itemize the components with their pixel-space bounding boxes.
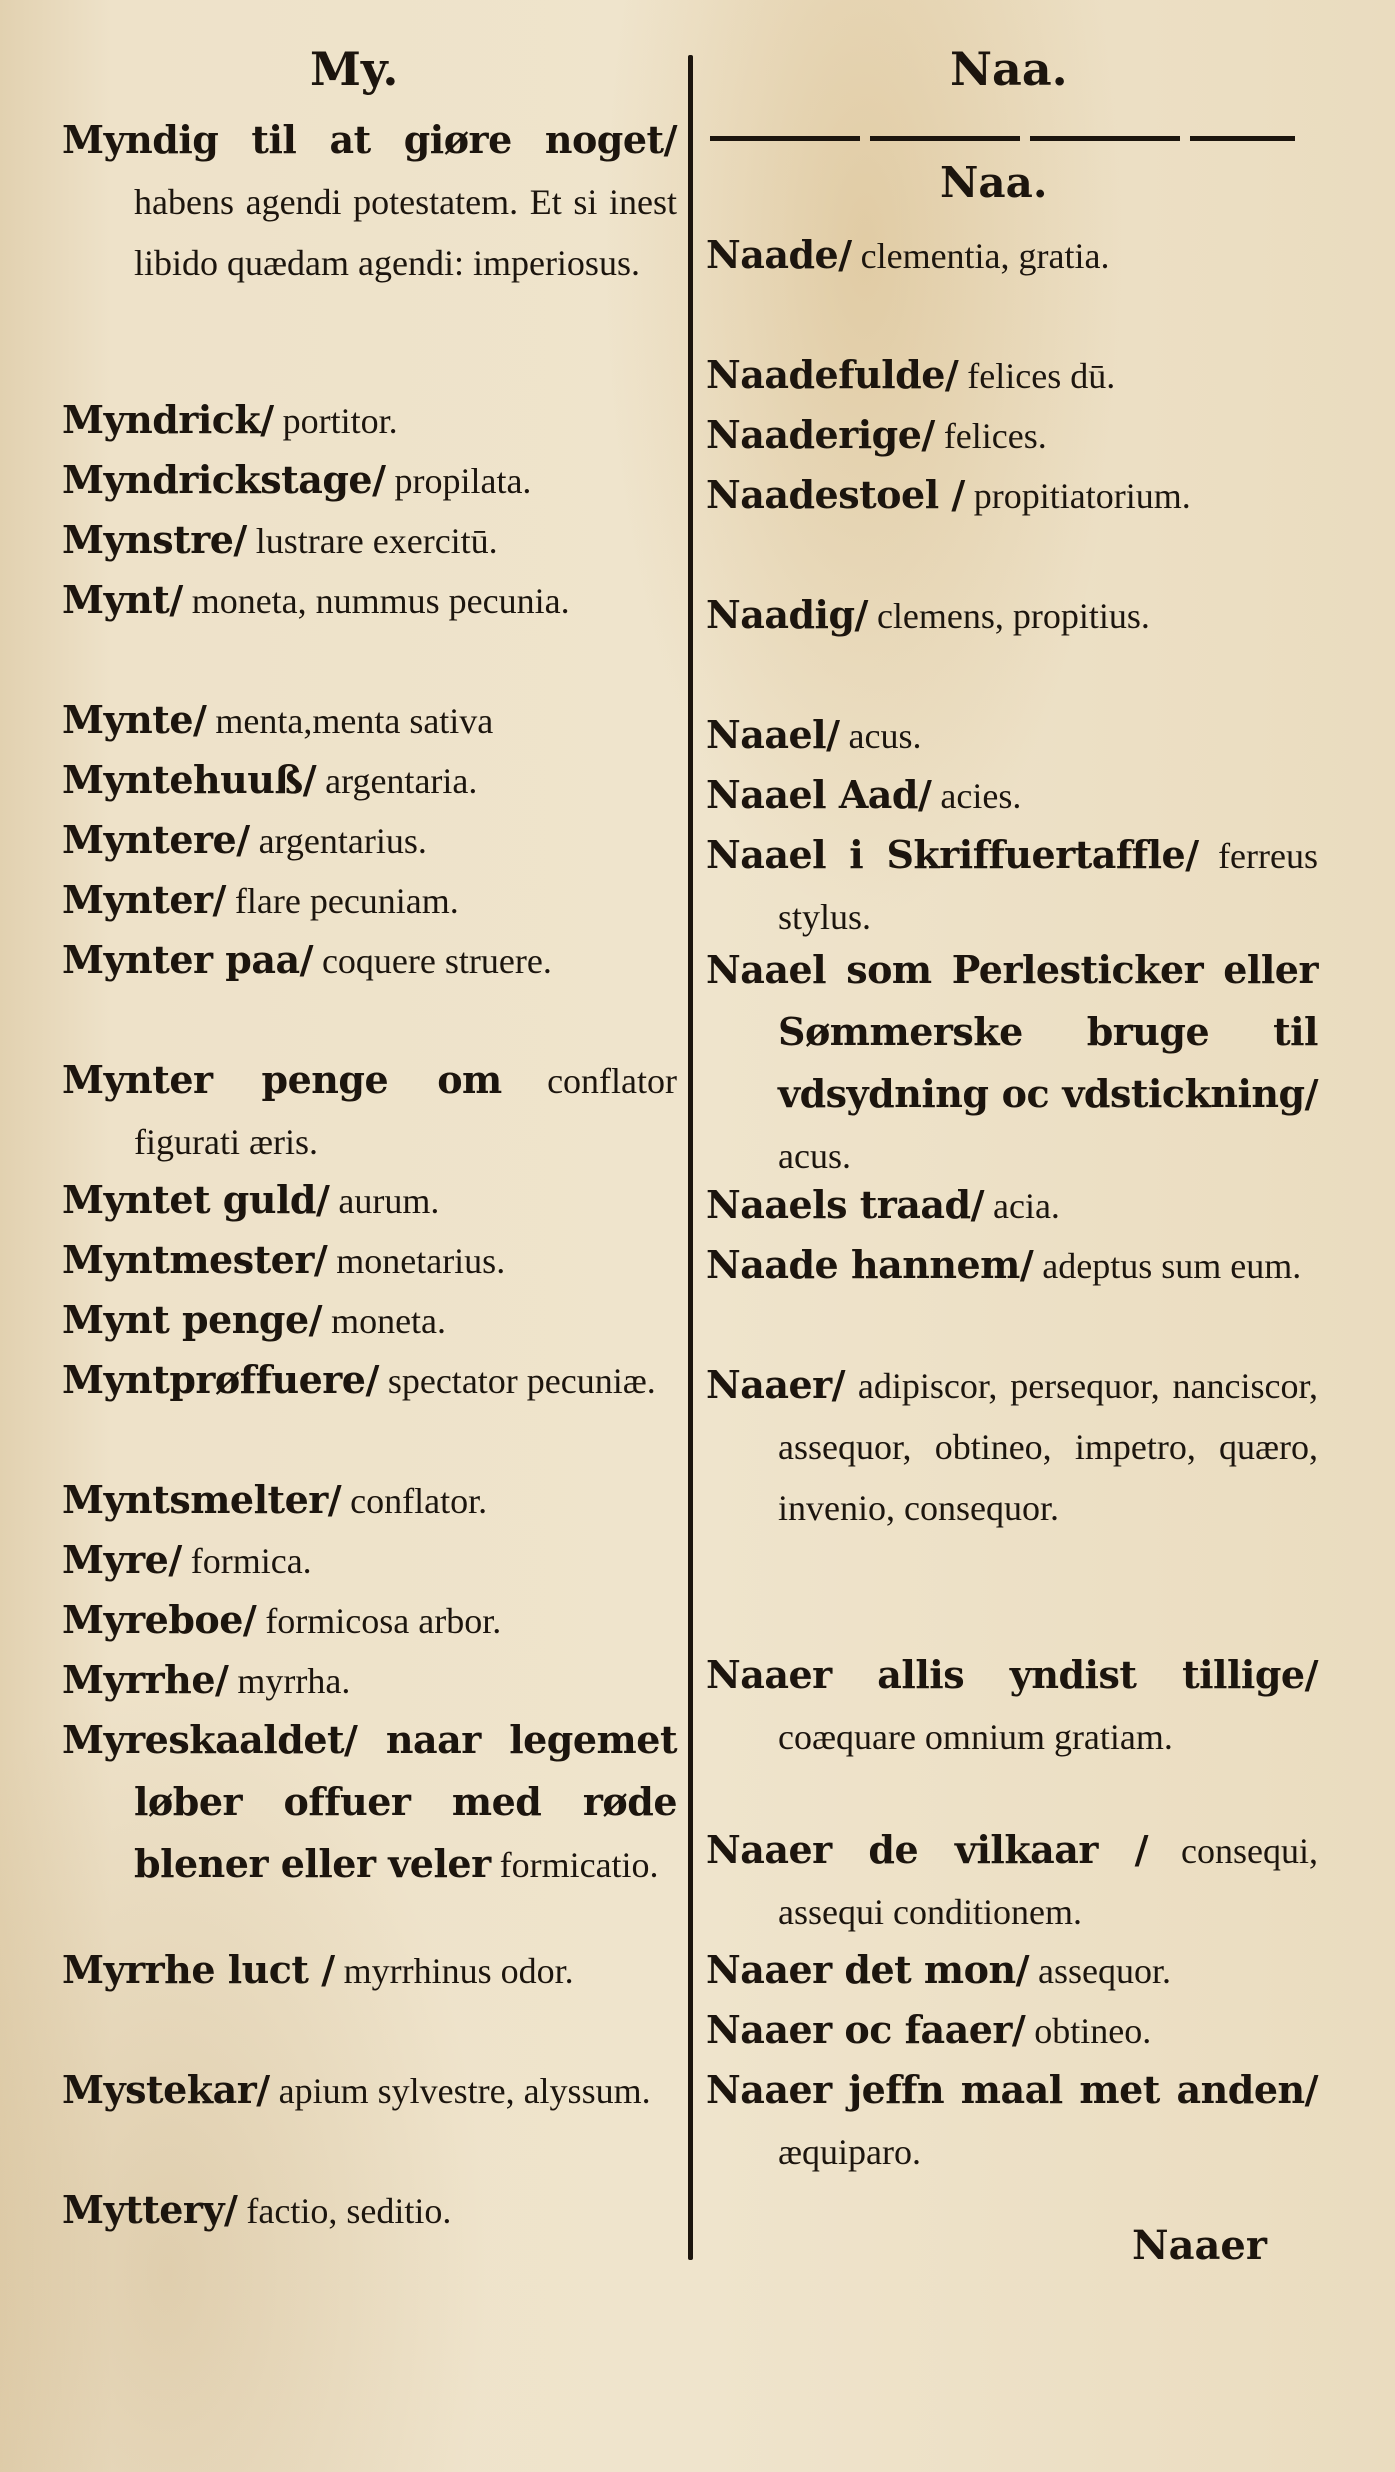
entry-definition: conflator figurati æris. xyxy=(134,1061,678,1162)
entry-definition: assequor. xyxy=(1029,1951,1171,1991)
left-dictionary-entry xyxy=(62,2180,677,2242)
entry-headword: Naael Aad/ xyxy=(706,772,932,817)
entry-definition: aurum. xyxy=(329,1181,440,1221)
right-dictionary-entry xyxy=(706,765,1318,827)
entry-headword: Myndig til at giøre noget/ xyxy=(62,117,677,162)
entry-headword: Naaels traad/ xyxy=(706,1182,984,1227)
right-dictionary-entry xyxy=(706,1645,1318,1768)
left-dictionary-entry xyxy=(62,390,677,452)
entry-headword: Naaderige/ xyxy=(706,412,935,457)
left-dictionary-entry xyxy=(62,1290,677,1352)
entry-definition: argentarius. xyxy=(249,821,427,861)
entry-definition: consequi, assequi conditionem. xyxy=(778,1831,1318,1932)
entry-definition: moneta. xyxy=(322,1301,447,1341)
entry-headword: Mynstre/ xyxy=(62,517,247,562)
right-dictionary-entry xyxy=(706,825,1318,948)
entry-headword: Myndrickstage/ xyxy=(62,457,386,502)
entry-definition: clemens, propitius. xyxy=(867,596,1150,636)
left-dictionary-entry xyxy=(62,510,677,572)
left-dictionary-entry xyxy=(62,1350,677,1412)
right-dictionary-entry xyxy=(706,225,1318,287)
left-dictionary-entry xyxy=(62,450,677,512)
entry-headword: Mynt penge/ xyxy=(62,1297,323,1342)
entry-headword: Myntsmelter/ xyxy=(62,1477,342,1522)
entry-headword: Naaer oc faaer/ xyxy=(706,2007,1026,2052)
left-dictionary-entry xyxy=(62,1050,677,1173)
entry-definition: ferreus stylus. xyxy=(778,836,1318,937)
entry-definition: argentaria. xyxy=(316,761,478,801)
entry-headword: Mynt/ xyxy=(62,577,183,622)
entry-definition: menta,menta sativa xyxy=(206,701,494,741)
entry-definition: spectator pecuniæ. xyxy=(378,1361,656,1401)
entry-definition: coæquare omnium gratiam. xyxy=(778,1717,1173,1757)
entry-definition: conflator. xyxy=(341,1481,488,1521)
entry-headword: Naaer allis yndist tillige/ xyxy=(706,1652,1318,1697)
entry-headword: Myrrhe/ xyxy=(62,1657,229,1702)
left-dictionary-entry xyxy=(62,750,677,812)
right-dictionary-entry xyxy=(706,940,1318,1187)
catchword: Naaer xyxy=(1132,2222,1267,2269)
entry-definition: formicatio. xyxy=(490,1845,659,1885)
right-dictionary-entry xyxy=(706,345,1318,407)
entry-definition: propitiatorium. xyxy=(964,476,1191,516)
entry-definition: habens agendi potestatem. Et si inest libido quædam agendi: imperiosus. xyxy=(134,182,677,283)
entry-definition: formicosa arbor. xyxy=(256,1601,502,1641)
entry-definition: acies. xyxy=(931,776,1022,816)
left-dictionary-entry xyxy=(62,1650,677,1712)
left-dictionary-entry xyxy=(62,1470,677,1532)
left-dictionary-entry xyxy=(62,690,677,752)
entry-headword: Naael/ xyxy=(706,712,840,757)
right-dictionary-entry xyxy=(706,465,1318,527)
entry-headword: Naadestoel / xyxy=(706,472,965,517)
right-dictionary-entry xyxy=(706,585,1318,647)
right-dictionary-entry xyxy=(706,705,1318,767)
entry-definition: adeptus sum eum. xyxy=(1033,1246,1302,1286)
right-dictionary-entry xyxy=(706,405,1318,467)
right-dictionary-entry xyxy=(706,2000,1318,2062)
entry-definition: monetarius. xyxy=(327,1241,506,1281)
left-running-header: My. xyxy=(310,42,399,96)
entry-definition: adipiscor, persequor, nanciscor, assequor, obtineo, impetro, quæro, invenio, consequor. xyxy=(778,1366,1318,1528)
section-title: Naa. xyxy=(940,158,1048,207)
left-dictionary-entry xyxy=(62,1940,677,2002)
left-dictionary-entry xyxy=(62,810,677,872)
entry-headword: Myntprøffuere/ xyxy=(62,1357,379,1402)
entry-definition: moneta, nummus pecunia. xyxy=(182,581,570,621)
entry-definition: felices. xyxy=(934,416,1047,456)
entry-headword: Mynter paa/ xyxy=(62,937,313,982)
entry-headword: Naael som Perlesticker eller Sømmerske bruge til vdsydning oc vdstickning/ xyxy=(706,947,1318,1116)
left-dictionary-entry xyxy=(62,1170,677,1232)
entry-definition: factio, seditio. xyxy=(237,2191,452,2231)
entry-definition: myrrhinus odor. xyxy=(334,1951,574,1991)
left-dictionary-entry xyxy=(62,1710,677,1896)
entry-headword: Mynter/ xyxy=(62,877,226,922)
right-dictionary-entry xyxy=(706,1820,1318,1943)
entry-definition: propilata. xyxy=(385,461,532,501)
entry-headword: Naaer det mon/ xyxy=(706,1947,1029,1992)
entry-definition: clementia, gratia. xyxy=(851,236,1110,276)
right-dictionary-entry xyxy=(706,1235,1318,1297)
entry-headword: Naaer de vilkaar / xyxy=(706,1827,1149,1872)
entry-headword: Myndrick/ xyxy=(62,397,274,442)
entry-definition: portitor. xyxy=(273,401,398,441)
entry-definition: coquere struere. xyxy=(312,941,552,981)
left-dictionary-entry xyxy=(62,110,677,294)
right-dictionary-entry xyxy=(706,1940,1318,2002)
left-dictionary-entry xyxy=(62,930,677,992)
entry-definition: acus. xyxy=(839,716,922,756)
entry-definition: acus. xyxy=(778,1136,851,1176)
entry-headword: Naaer jeffn maal met anden/ xyxy=(706,2067,1318,2112)
section-rule xyxy=(710,136,1295,141)
entry-headword: Mynte/ xyxy=(62,697,207,742)
left-dictionary-entry xyxy=(62,870,677,932)
entry-definition: æquiparo. xyxy=(778,2132,921,2172)
entry-definition: obtineo. xyxy=(1025,2011,1152,2051)
left-dictionary-entry xyxy=(62,570,677,632)
entry-headword: Myntehuuß/ xyxy=(62,757,317,802)
right-running-header: Naa. xyxy=(950,42,1068,96)
entry-definition: flare pecuniam. xyxy=(225,881,459,921)
entry-headword: Myntet guld/ xyxy=(62,1177,330,1222)
left-dictionary-entry xyxy=(62,1530,677,1592)
entry-definition: formica. xyxy=(181,1541,312,1581)
entry-headword: Myreskaaldet/ naar legemet løber offuer med røde blener eller veler xyxy=(62,1717,677,1886)
right-dictionary-entry xyxy=(706,1355,1318,1539)
entry-headword: Myre/ xyxy=(62,1537,182,1582)
entry-headword: Naadig/ xyxy=(706,592,868,637)
left-dictionary-entry xyxy=(62,1230,677,1292)
entry-headword: Naadefulde/ xyxy=(706,352,959,397)
entry-definition: lustrare exercitū. xyxy=(246,521,498,561)
entry-headword: Mynter penge om xyxy=(62,1057,502,1102)
entry-headword: Myntmester/ xyxy=(62,1237,328,1282)
left-dictionary-entry xyxy=(62,1590,677,1652)
entry-headword: Naade hannem/ xyxy=(706,1242,1034,1287)
entry-headword: Myttery/ xyxy=(62,2187,238,2232)
entry-headword: Myrrhe luct / xyxy=(62,1947,335,1992)
entry-headword: Mystekar/ xyxy=(62,2067,270,2112)
entry-definition: acia. xyxy=(983,1186,1060,1226)
entry-headword: Naael i Skriffuertaffle/ xyxy=(706,832,1199,877)
entry-headword: Myreboe/ xyxy=(62,1597,257,1642)
left-dictionary-entry xyxy=(62,2060,677,2122)
entry-headword: Myntere/ xyxy=(62,817,250,862)
entry-headword: Naade/ xyxy=(706,232,852,277)
right-dictionary-entry xyxy=(706,2060,1318,2183)
column-divider xyxy=(688,55,693,2260)
entry-definition: myrrha. xyxy=(228,1661,351,1701)
entry-definition: felices dū. xyxy=(958,356,1116,396)
right-dictionary-entry xyxy=(706,1175,1318,1237)
entry-headword: Naaer/ xyxy=(706,1362,846,1407)
entry-definition: apium sylvestre, alyssum. xyxy=(269,2071,651,2111)
